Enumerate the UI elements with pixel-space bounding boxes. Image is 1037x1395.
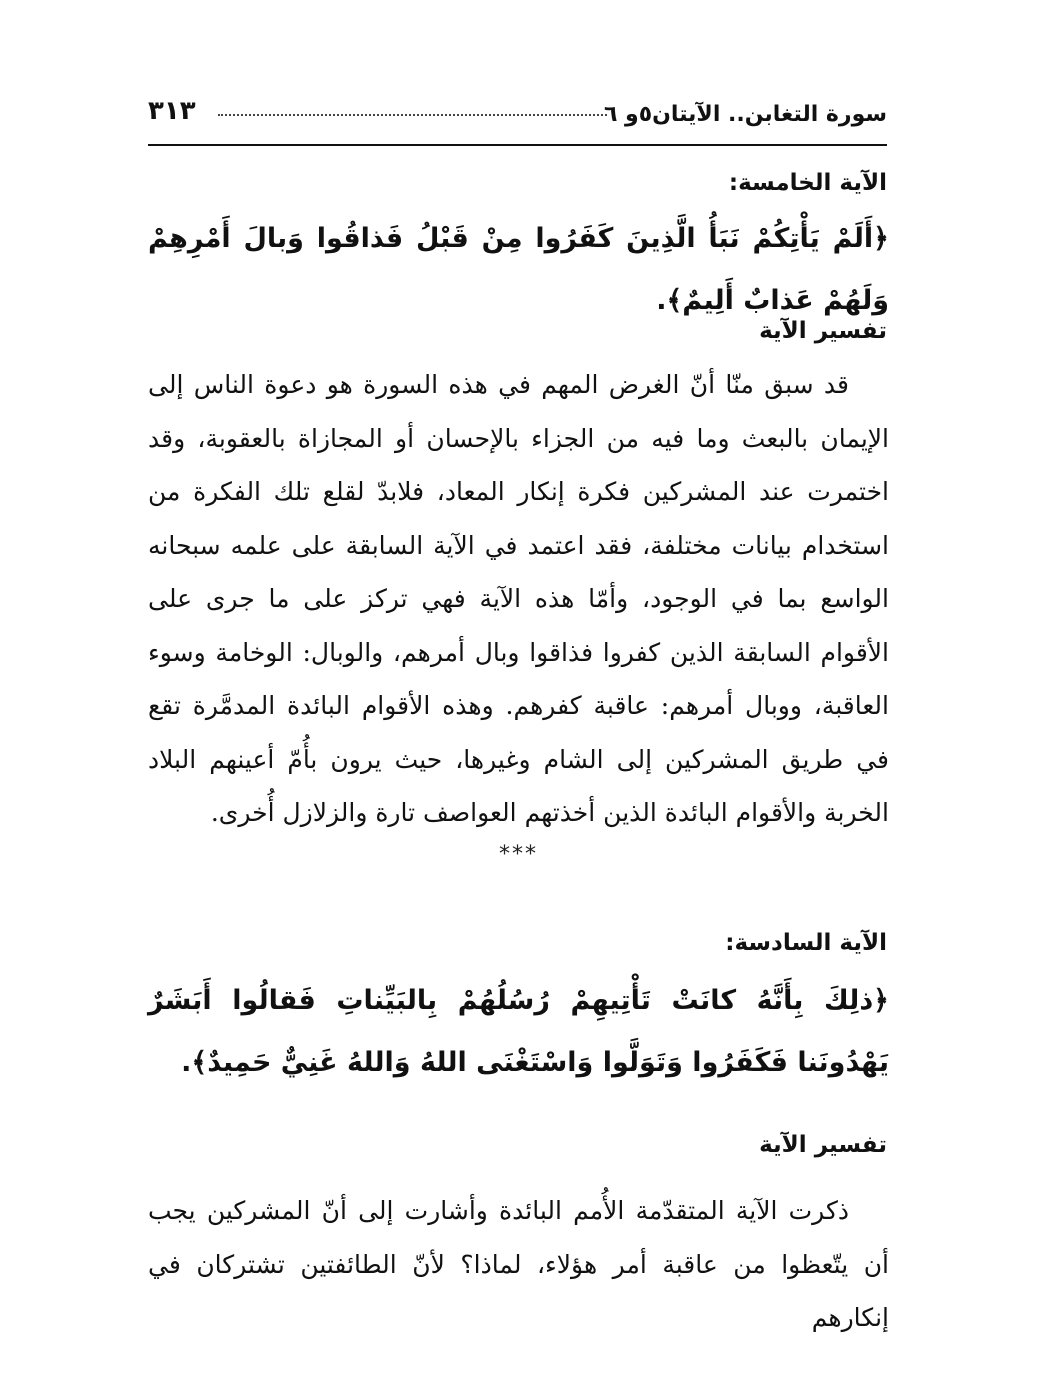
tafsir-5-heading: تفسير الآية (759, 318, 887, 344)
page-number: ٣١٣ (148, 96, 196, 126)
verse-6-text: ﴿ذلِكَ بِأَنَّهُ كانَتْ تَأْتِيهِمْ رُسُلُهُمْ بِالبَيِّناتِ فَقالُوا أَبَشَرٌ يَهْدُونَنا فَكَفَرُوا وَتَوَلَّوا وَاسْتَغْنَى اللهُ وَاللهُ غَنِيٌّ حَمِيدٌ﴾. (148, 985, 889, 1078)
verse-6-heading: الآية السادسة: (725, 930, 887, 956)
running-title: سورة التغابن.. الآيتان٥و ٦ (603, 102, 887, 127)
running-header (148, 96, 887, 146)
tafsir-6-heading: تفسير الآية (759, 1132, 887, 1158)
section-separator: *** (499, 842, 538, 867)
verse-5-heading: الآية الخامسة: (728, 170, 887, 196)
tafsir-5-paragraph: قد سبق منّا أنّ الغرض المهم في هذه السورة هو دعوة الناس إلى الإيمان بالبعث وما فيه من الجزاء بالإحسان أو المجازاة بالعقوبة، وقد اختمرت عند المشركين فكرة إنكار المعاد، فلابدّ لقلع تلك الفكرة من استخدام بيانات مختلفة، فقد اعتمد في الآية السابقة على علمه سبحانه الواسع بما في الوجود، وأمّا هذه الآية فهي تركز على ما جرى على الأقوام السابقة الذين كفروا فذاقوا وبال أمرهم، والوبال: الوخامة وسوء العاقبة، ووبال أمرهم: عاقبة كفرهم. وهذه الأقوام البائدة المدمَّرة تقع في طريق المشركين إلى الشام وغيرها، حيث يرون بأُمّ أعينهم البلاد الخربة والأقوام البائدة الذين أخذتهم العواصف تارة والزلازل أُخرى. (148, 370, 889, 827)
tafsir-6-paragraph: ذكرت الآية المتقدّمة الأُمم البائدة وأشارت إلى أنّ المشركين يجب أن يتّعظوا من عاقبة أمر هؤلاء، لماذا؟ لأنّ الطائفتين تشتركان في إنكارهم (148, 1196, 889, 1332)
leader-dots (218, 114, 607, 116)
verse-5-text: ﴿أَلَمْ يَأْتِكُمْ نَبَأُ الَّذِينَ كَفَرُوا مِنْ قَبْلُ فَذاقُوا وَبالَ أَمْرِهِمْ وَلَهُمْ عَذابٌ أَلِيمٌ﴾. (148, 223, 889, 316)
